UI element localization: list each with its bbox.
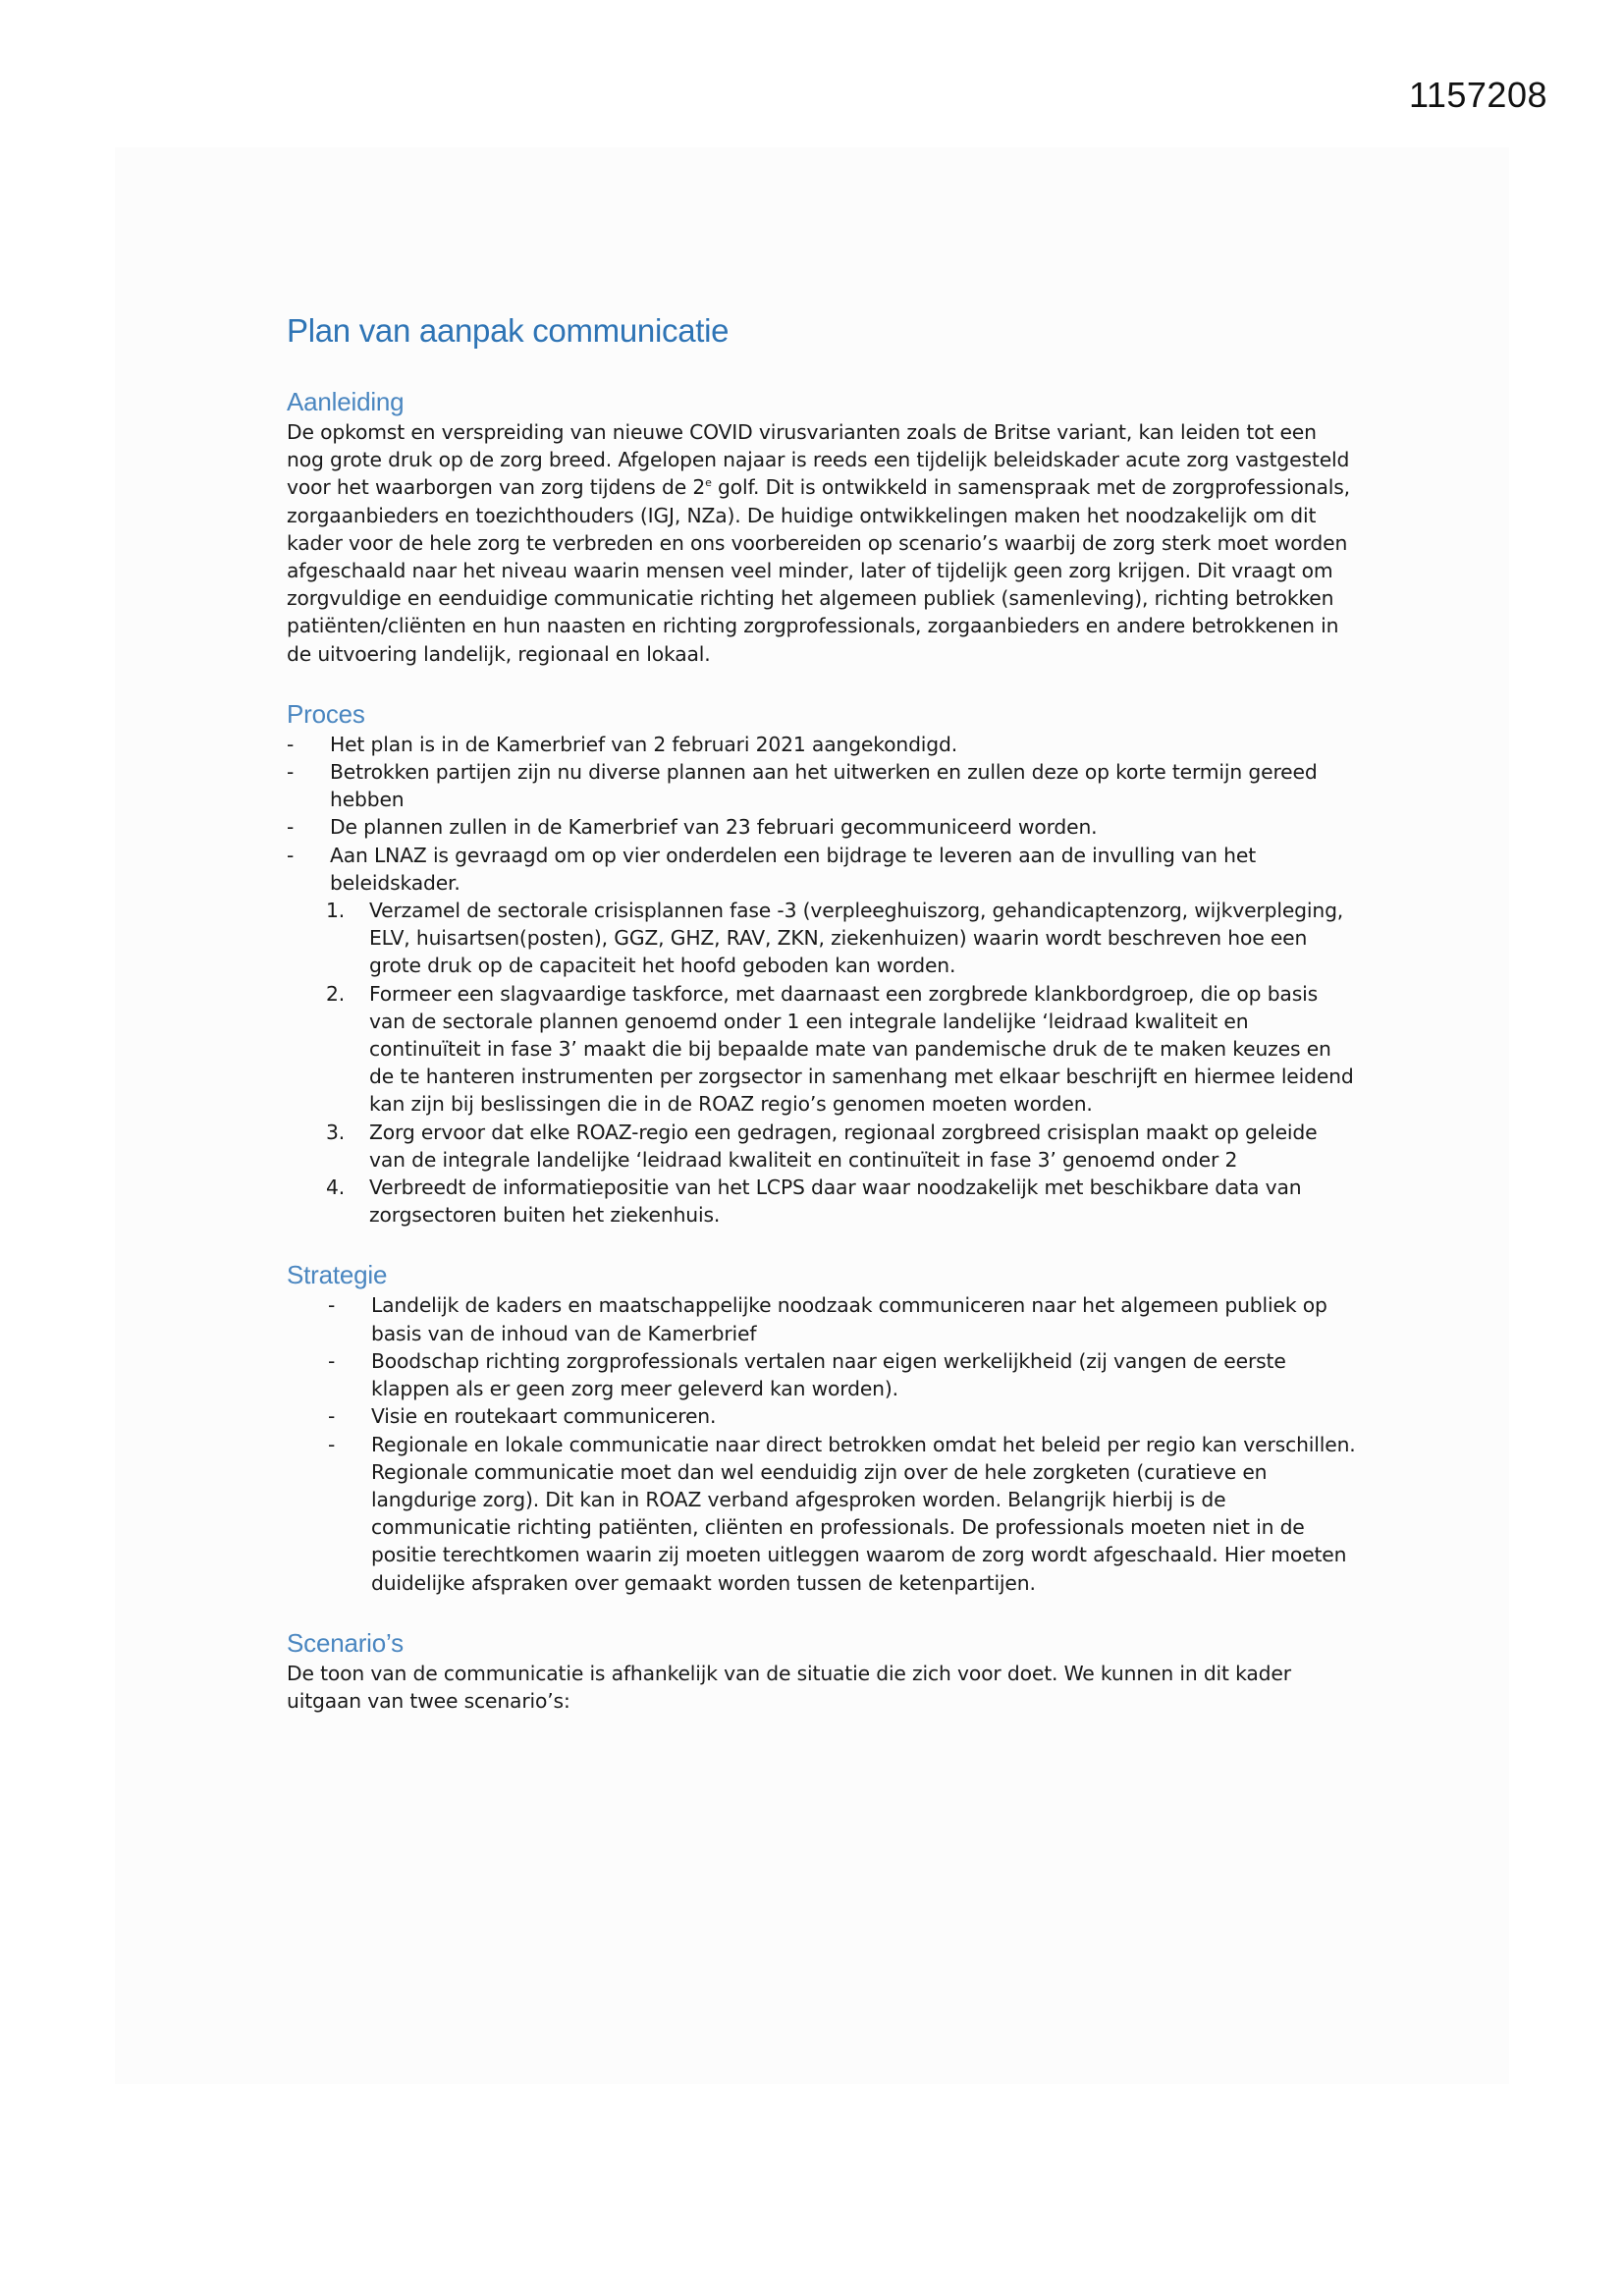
section-proces bbox=[287, 697, 1357, 1230]
numbered-item-text: Verbreedt de informatiepositie van het LCPS daar waar noodzakelijk met beschikbare data van zorgsectoren buiten het ziekenhuis. bbox=[369, 1175, 1302, 1228]
list-item bbox=[328, 1431, 1357, 1597]
list-item bbox=[287, 758, 1357, 813]
dash-bullet-icon: - bbox=[287, 843, 295, 867]
list-item bbox=[287, 842, 1357, 897]
proces-list bbox=[287, 731, 1357, 897]
section-heading-scenarios: Scenario’s bbox=[287, 1627, 404, 1658]
list-item bbox=[287, 731, 1357, 758]
list-item bbox=[328, 1402, 1357, 1430]
section-heading-aanleiding: Aanleiding bbox=[287, 387, 405, 416]
item-number: 1. bbox=[326, 899, 346, 923]
numbered-item-text: Zorg ervoor dat elke ROAZ-regio een gedragen, regionaal zorgbreed crisisplan maakt op geleide van de integrale landelijke ‘leidraad kwaliteit en continuïteit in fase 3’ genoemd onder 2 bbox=[369, 1120, 1318, 1172]
aanleiding-text-part1: De opkomst en verspreiding van nieuwe COVID virusvarianten zoals de Britse variant, kan leiden tot een nog grote druk op de zorg breed. Afgelopen najaar is reeds een tijdelijk beleidskader acute zorg vastgesteld voor het waarborgen van zorg tijdens de 2 bbox=[287, 420, 1350, 500]
item-number: 2. bbox=[326, 981, 346, 1006]
list-item bbox=[328, 1291, 1357, 1346]
numbered-item bbox=[326, 897, 1357, 980]
ordinal-superscript: e bbox=[705, 476, 712, 490]
section-heading-proces: Proces bbox=[287, 698, 365, 729]
scenarios-paragraph: De toon van de communicatie is afhankelijk van de situatie die zich voor doet. We kunnen in dit kader uitgaan van twee scenario’s: bbox=[287, 1661, 1291, 1713]
numbered-item-text: Formeer een slagvaardige taskforce, met daarnaast een zorgbrede klankbordgroep, die op basis van de sectorale plannen genoemd onder 1 een integrale landelijke ‘leidraad kwaliteit en continuïteit in fase 3’ maakt die bij bepaalde mate van pandemische druk de te maken keuzes en de te hanteren instrumenten per zorgsector in samenhang met elkaar beschrijft en hiermee leidend kan zijn bij beslissingen die in de ROAZ regio’s genomen moeten worden. bbox=[369, 981, 1354, 1117]
item-number: 4. bbox=[326, 1175, 346, 1200]
dash-bullet-icon: - bbox=[287, 760, 295, 785]
list-item-text: Aan LNAZ is gevraagd om op vier onderdelen een bijdrage te leveren aan de invulling van het beleidskader. bbox=[330, 843, 1257, 895]
dash-bullet-icon: - bbox=[287, 815, 295, 840]
section-aanleiding bbox=[287, 385, 1357, 668]
aanleiding-paragraph bbox=[287, 418, 1357, 668]
dash-bullet-icon: - bbox=[287, 732, 295, 756]
list-item-text: Regionale en lokale communicatie naar direct betrokken omdat het beleid per regio kan verschillen. Regionale communicatie moet dan wel eenduidig zijn over de hele zorgketen (curatieve en langdurige zorg). Dit kan in ROAZ verband afgesproken worden. Belangrijk hierbij is de communicatie richting patiënten, cliënten en professionals. De professionals moeten niet in de positie terechtkomen waarin zij moeten uitleggen waarom de zorg wordt afgeschaald. Hier moeten duidelijke afspraken over gemaakt worden tussen de ketenpartijen. bbox=[371, 1432, 1356, 1595]
list-item bbox=[328, 1347, 1357, 1402]
dash-bullet-icon: - bbox=[328, 1432, 336, 1456]
lnaz-numbered-list bbox=[326, 897, 1357, 1229]
numbered-item bbox=[326, 1119, 1357, 1174]
document-body bbox=[287, 312, 1357, 1744]
document-title: Plan van aanpak communicatie bbox=[287, 312, 730, 349]
list-item-text: Landelijk de kaders en maatschappelijke noodzaak communiceren naar het algemeen publiek op basis van de inhoud van de Kamerbrief bbox=[371, 1293, 1327, 1345]
list-item-text: De plannen zullen in de Kamerbrief van 23 februari gecommuniceerd worden. bbox=[330, 815, 1098, 840]
section-heading-strategie: Strategie bbox=[287, 1260, 388, 1290]
aanleiding-text-part2: golf. Dit is ontwikkeld in samenspraak met de zorgprofessionals, zorgaanbieders en toezichthouders (IGJ, NZa). De huidige ontwikkelingen maken het noodzakelijk om dit kader voor de hele zorg te verbreden en ons voorbereiden op scenario’s waarbij de zorg sterk moet worden afgeschaald naar het niveau waarin mensen veel minder, later of tijdelijk geen zorg krijgen. Dit vraagt om zorgvuldige en eenduidige communicatie richting het algemeen publiek (samenleving), richting betrokken patiënten/cliënten en hun naasten en richting zorgprofessionals, zorgaanbieders en andere betrokkenen in de uitvoering landelijk, regionaal en lokaal. bbox=[287, 475, 1350, 666]
section-scenarios bbox=[287, 1626, 1357, 1715]
list-item-text: Het plan is in de Kamerbrief van 2 februari 2021 aangekondigd. bbox=[330, 732, 958, 756]
numbered-item bbox=[326, 1174, 1357, 1229]
dash-bullet-icon: - bbox=[328, 1404, 336, 1429]
list-item-text: Betrokken partijen zijn nu diverse plannen aan het uitwerken en zullen deze op korte termijn gereed hebben bbox=[330, 760, 1318, 812]
strategie-list bbox=[287, 1291, 1357, 1596]
dash-bullet-icon: - bbox=[328, 1293, 336, 1318]
list-item-text: Visie en routekaart communiceren. bbox=[371, 1404, 717, 1429]
item-number: 3. bbox=[326, 1120, 346, 1144]
list-item bbox=[287, 813, 1357, 841]
section-strategie bbox=[287, 1258, 1357, 1596]
numbered-item bbox=[326, 980, 1357, 1119]
dash-bullet-icon: - bbox=[328, 1348, 336, 1373]
list-item-text: Boodschap richting zorgprofessionals vertalen naar eigen werkelijkheid (zij vangen de eerste klappen als er geen zorg meer geleverd kan worden). bbox=[371, 1348, 1286, 1401]
numbered-item-text: Verzamel de sectorale crisisplannen fase -3 (verpleeghuiszorg, gehandicaptenzorg, wijkverpleging, ELV, huisartsen(posten), GGZ, GHZ, RAV, ZKN, ziekenhuizen) waarin wordt beschreven hoe een grote druk op de capaciteit het hoofd geboden kan worden. bbox=[369, 899, 1344, 978]
document-number: 1157208 bbox=[1409, 75, 1547, 115]
